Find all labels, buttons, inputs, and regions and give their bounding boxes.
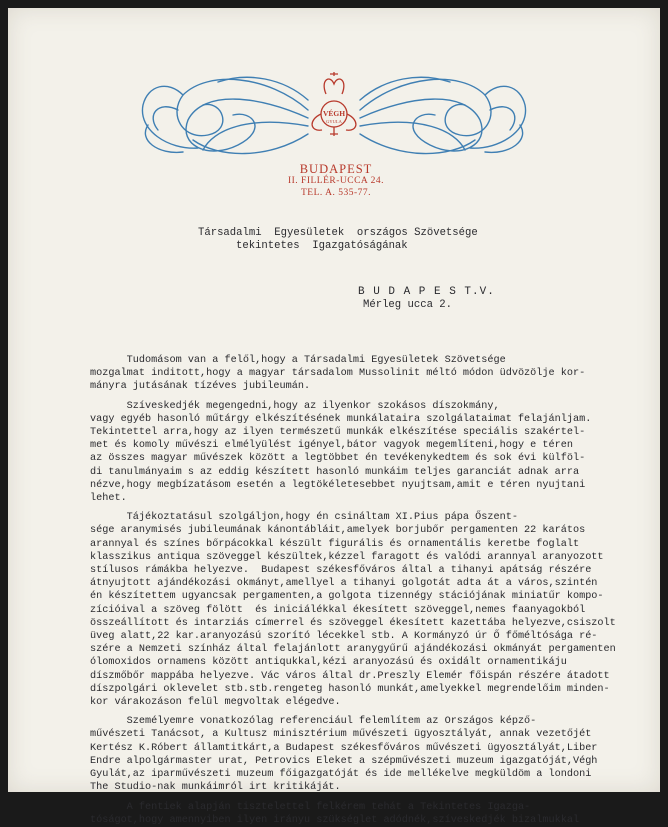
- letter-line: met és komoly művészi elmélyülést igényel,bátor vagyok megemlíteni,hogy e téren: [90, 440, 573, 452]
- letter-paragraph: [90, 511, 616, 709]
- letter-line: A fentiek alapján tisztelettel felkérem tehát a Tekintetes Igazga-: [90, 801, 531, 813]
- letter-line: ólomoxidos ornamens között antiqukkal,kézi aranyozású és oxidált ornamentikáju: [90, 657, 567, 669]
- letter-body: [90, 354, 616, 827]
- letterhead-tel: TEL. A. 535-77.: [300, 188, 372, 198]
- letter-line: zícióival a szöveg fölött és iniciálékkal ékesített szöveggel,nemes faanyagokból: [90, 604, 586, 616]
- letter-line: átnyujtott ajándékozási okmányt,amellyel a tihanyi golgotát adta át a város,szintén: [90, 578, 598, 590]
- letter-line: lehet.: [90, 493, 127, 505]
- letter-line: nézve,hogy megbízatásom esetén a legtökéletesebbet nyujtsam,amit e téren nyujtani: [90, 479, 586, 491]
- letterhead-city: BUDAPEST: [299, 162, 373, 176]
- letter-line: kor várakozáson felül megvoltak elégedve.: [90, 697, 341, 709]
- letter-line: díszpolgári oklevelet stb.stb.rengeteg hasonló munkát,amelyekkel megrendelőim minden-: [90, 683, 610, 695]
- letter-line: üveg alatt,22 kar.aranyozású szorító lécekkel stb. A Kormányzó úr Ő főméltósága ré-: [90, 631, 598, 643]
- recipient-street: Mérleg ucca 2.: [363, 299, 453, 311]
- letter-paragraph: [90, 801, 616, 827]
- letterhead-flourish-logo: [8, 70, 660, 160]
- recipient-line-1: Társadalmi Egyesületek országos Szövetsége: [198, 227, 478, 239]
- letter-paragraph: [90, 715, 616, 794]
- letter-line: arannyal és színes bőrpácokkal készült figurális és ornamentális keretbe foglalt: [90, 538, 580, 550]
- recipient-city: B U D A P E S T.V.: [358, 286, 495, 298]
- letter-line: mozgalmat inditott,hogy a magyar társadalom Mussolinit méltó módon üdvözölje kor-: [90, 368, 586, 380]
- letter-line: díszmőbőr mappába helyezve. Vác város által dr.Preszly Elemér főispán részére átadott: [90, 670, 610, 682]
- letter-line: klasszikus antiqua szöveggel készültek,kézzel faragott és valódi arannyal aranyozott: [90, 551, 604, 563]
- letter-line: Szíveskedjék megengedni,hogy az ilyenkor szokásos díszokmány,: [90, 400, 500, 412]
- letter-line: az összes magyar művészek között a legtöbbet én tevékenykedtem és sok évi külföl-: [90, 453, 586, 465]
- letter-page: [8, 8, 660, 826]
- letter-line: Tájékoztatásul szolgáljon,hogy én csináltam XI.Pius pápa Őszent-: [90, 512, 518, 524]
- letter-line: Személyemre vonatkozólag referenciául felemlítem az Országos képző-: [90, 716, 537, 728]
- letter-line: összeállított és intarziás címerrel és szöveggel ékesített kazettába helyezve,csiszolt: [90, 617, 616, 629]
- letter-line: szére a Nemzeti színház által felajánlott aranygyűrű ajándékozási okmányát pergamenten: [90, 644, 616, 656]
- letter-line: Tekintettel arra,hogy az ilyen természetű munkák elkészítése speciális szakértel-: [90, 427, 586, 439]
- letter-line: The Studio-nak munkáimról irt kritikáját.: [90, 782, 341, 794]
- letterhead-street: II. FILLÉR-UCCA 24.: [287, 176, 385, 186]
- letter-line: di tanulmányaim s az eddig készített hasonló munkáim teljes garanciát adnak arra: [90, 466, 580, 478]
- recipient-line-2: tekintetes Igazgatóságának: [236, 240, 408, 252]
- letter-line: Endre alpolgármaster urat, Petrovics Eleket a szépművészeti muzeum igazgatóját,Végh: [90, 755, 598, 767]
- letter-line: művészeti Tanácsot, a Kultusz minisztérium művészeti ügyosztályát, annak vezetőjét: [90, 729, 592, 741]
- letter-line: sége aranymisés jubileumának kánontábláit,amelyek borjubőr pergamenten 22 karátos: [90, 525, 586, 537]
- letter-line: Tudomásom van a felől,hogy a Társadalmi Egyesületek Szövetsége: [90, 355, 506, 366]
- letter-line: tóságot,hogy amennyiben ilyen irányu szükséglet adódnék,szíveskedjék bizalmukkal: [90, 814, 580, 826]
- logo-subname: GYULA: [326, 119, 342, 124]
- letterhead: [8, 70, 660, 200]
- letter-line: vagy egyéb hasonló műtárgy elkészítésének munkálataira szolgálataimat felajánljam.: [90, 413, 592, 425]
- letter-paragraph: [90, 354, 616, 394]
- letter-line: stílusos rámákba helyezve. Budapest székesfőváros által a tihanyi apátság részére: [90, 565, 592, 577]
- logo-name: VÉGH: [322, 109, 346, 118]
- letter-line: Gyulát,az iparművészeti muzeum főigazgatóját és ide mellékelve megküldöm a londoni: [90, 769, 592, 781]
- letter-line: Kertész K.Róbert államtitkárt,a Budapest székesfőváros művészeti ügyosztályát,Liber: [90, 742, 598, 754]
- letter-line: mányra jutásának tízéves jubileumán.: [90, 381, 311, 393]
- letter-paragraph: [90, 400, 616, 506]
- letter-line: én készítettem ugyancsak pergamenten,a golgota tizennégy stációjának miniatűr kompo-: [90, 591, 604, 603]
